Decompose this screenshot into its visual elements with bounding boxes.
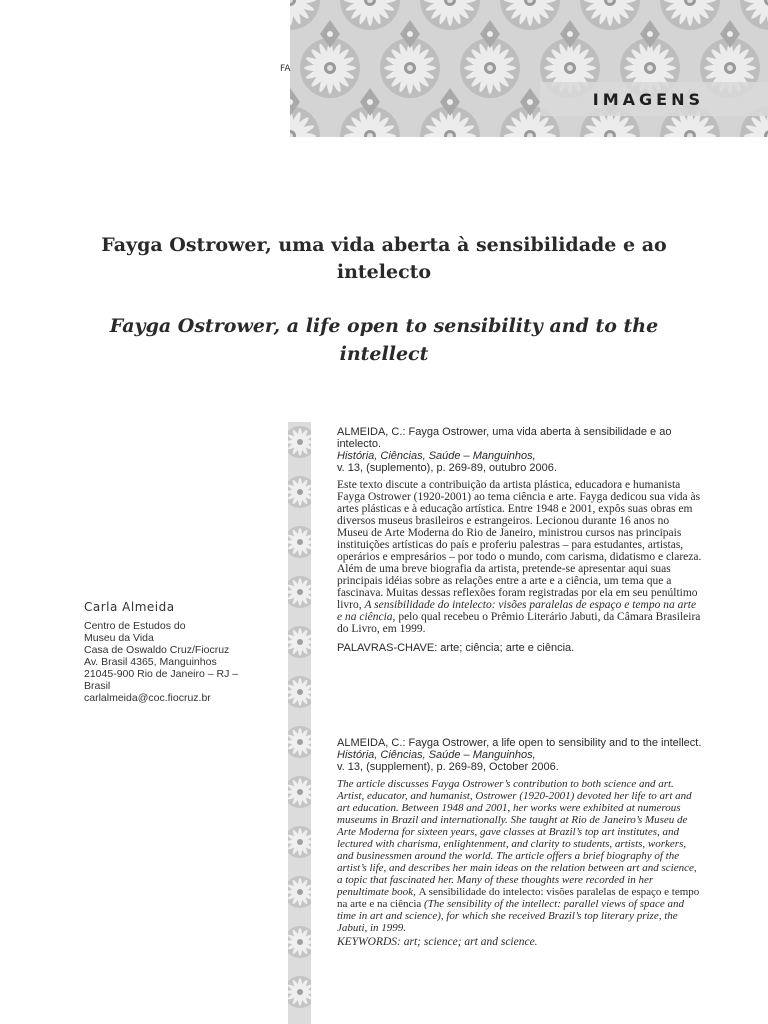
abstract-body bbox=[337, 778, 703, 934]
strip-pattern bbox=[288, 422, 311, 1024]
abstract-english bbox=[337, 737, 703, 948]
title-portuguese: Fayga Ostrower, uma vida aberta à sensibilidade e ao intelecto bbox=[101, 234, 667, 283]
abstract-body bbox=[337, 479, 703, 635]
citation-journal: História, Ciências, Saúde – Manguinhos, bbox=[337, 450, 536, 462]
keywords: PALAVRAS-CHAVE: arte; ciência; arte e ciência. bbox=[337, 642, 575, 654]
abstract-text-end: pelo qual recebeu o Prêmio Literário Jabuti, da Câmara Brasileira do Livro, em 1999. bbox=[337, 611, 701, 635]
affiliation-line: 21045-900 Rio de Janeiro – RJ – bbox=[84, 668, 239, 680]
affiliation-line: Brasil bbox=[84, 680, 111, 692]
ornamental-pattern bbox=[290, 0, 768, 137]
affiliation-line: Centro de Estudos do bbox=[84, 620, 186, 632]
running-head: FA bbox=[280, 64, 291, 74]
citation-author: ALMEIDA, C.: Fayga Ostrower, uma vida aberta à sensibilidade e ao intelecto. bbox=[337, 426, 672, 450]
header-banner bbox=[290, 0, 768, 137]
affiliation-line: Casa de Oswaldo Cruz/Fiocruz bbox=[84, 644, 230, 656]
title-english: Fayga Ostrower, a life open to sensibility and to the intellect bbox=[109, 315, 659, 365]
author-name: Carla Almeida bbox=[84, 600, 175, 614]
citation-volume: v. 13, (suplemento), p. 269-89, outubro 2006. bbox=[337, 462, 557, 474]
abstract-portuguese bbox=[337, 426, 703, 654]
section-label: IMAGENS bbox=[592, 90, 704, 109]
author-block bbox=[84, 600, 274, 704]
book-title: A sensibilidade do intelecto: visões paralelas de espaço e tempo na arte e na ciência bbox=[337, 886, 700, 910]
abstract-text-end: (The sensibility of the intellect: parallel views of space and time in art and science), for which she received Brazil’s top literary prize, the Jabuti, in 1999. bbox=[337, 898, 685, 934]
author-email[interactable]: carlalmeida@coc.fiocruz.br bbox=[84, 692, 211, 704]
keywords: KEYWORDS: art; science; art and science. bbox=[337, 936, 538, 948]
citation-journal: História, Ciências, Saúde – Manguinhos, bbox=[337, 749, 536, 761]
affiliation-line: Museu da Vida bbox=[84, 632, 154, 644]
abstract-text: The article discusses Fayga Ostrower’s contribution to both science and art. Artist, educator, and humanist, Ostrower (1920-2001) devoted her life to art and art education. Between 1948 and 2001, her works were exhibited at numerous museums in Brazil and internationally. She taught at Rio de Janeiro’s Museu de Arte Moderna for sixteen years, gave classes at Brazil’s top art institutes, and lectured with charisma, enlightenment, and clarity to students, artists, workers, and businessmen around the world. The article offers a brief biography of the artist’s life, and describes her main ideas on the relation between art and science, a topic that fascinated her. Many of these thoughts were recorded in her penultimate book, bbox=[337, 778, 697, 898]
abstract-text: Este texto discute a contribuição da artista plástica, educadora e humanista Fayga Ostrower (1920-2001) ao tema ciência e arte. Fayga dedicou sua vida às artes plásticas e à educação artística. Entre 1948 e 2001, expôs suas obras em diversos museus brasileiros e estrangeiros. Lecionou durante 16 anos no Museu de Arte Moderna do Rio de Janeiro, ministrou cursos nas principais instituições artísticas do país e proferiu palestras – para estudantes, artistas, operários e empresários – por todo o mundo, com carisma, didatismo e clareza. Além de uma breve biografia da artista, pretende-se apresentar aqui suas principais idéias sobre as relações entre a arte e a ciência, um tema que a fascinava. Muitas dessas reflexões foram registradas por ela em seu penúltimo livro, bbox=[337, 479, 702, 611]
book-title: A sensibilidade do intelecto: visões paralelas de espaço e tempo na arte e na ciência, bbox=[337, 599, 697, 623]
affiliation-line: Av. Brasil 4365, Manguinhos bbox=[84, 656, 217, 668]
ornamental-strip bbox=[288, 422, 311, 1024]
citation-volume: v. 13, (supplement), p. 269-89, October 2006. bbox=[337, 761, 559, 773]
citation-author: ALMEIDA, C.: Fayga Ostrower, a life open to sensibility and to the intellect. bbox=[337, 737, 702, 749]
